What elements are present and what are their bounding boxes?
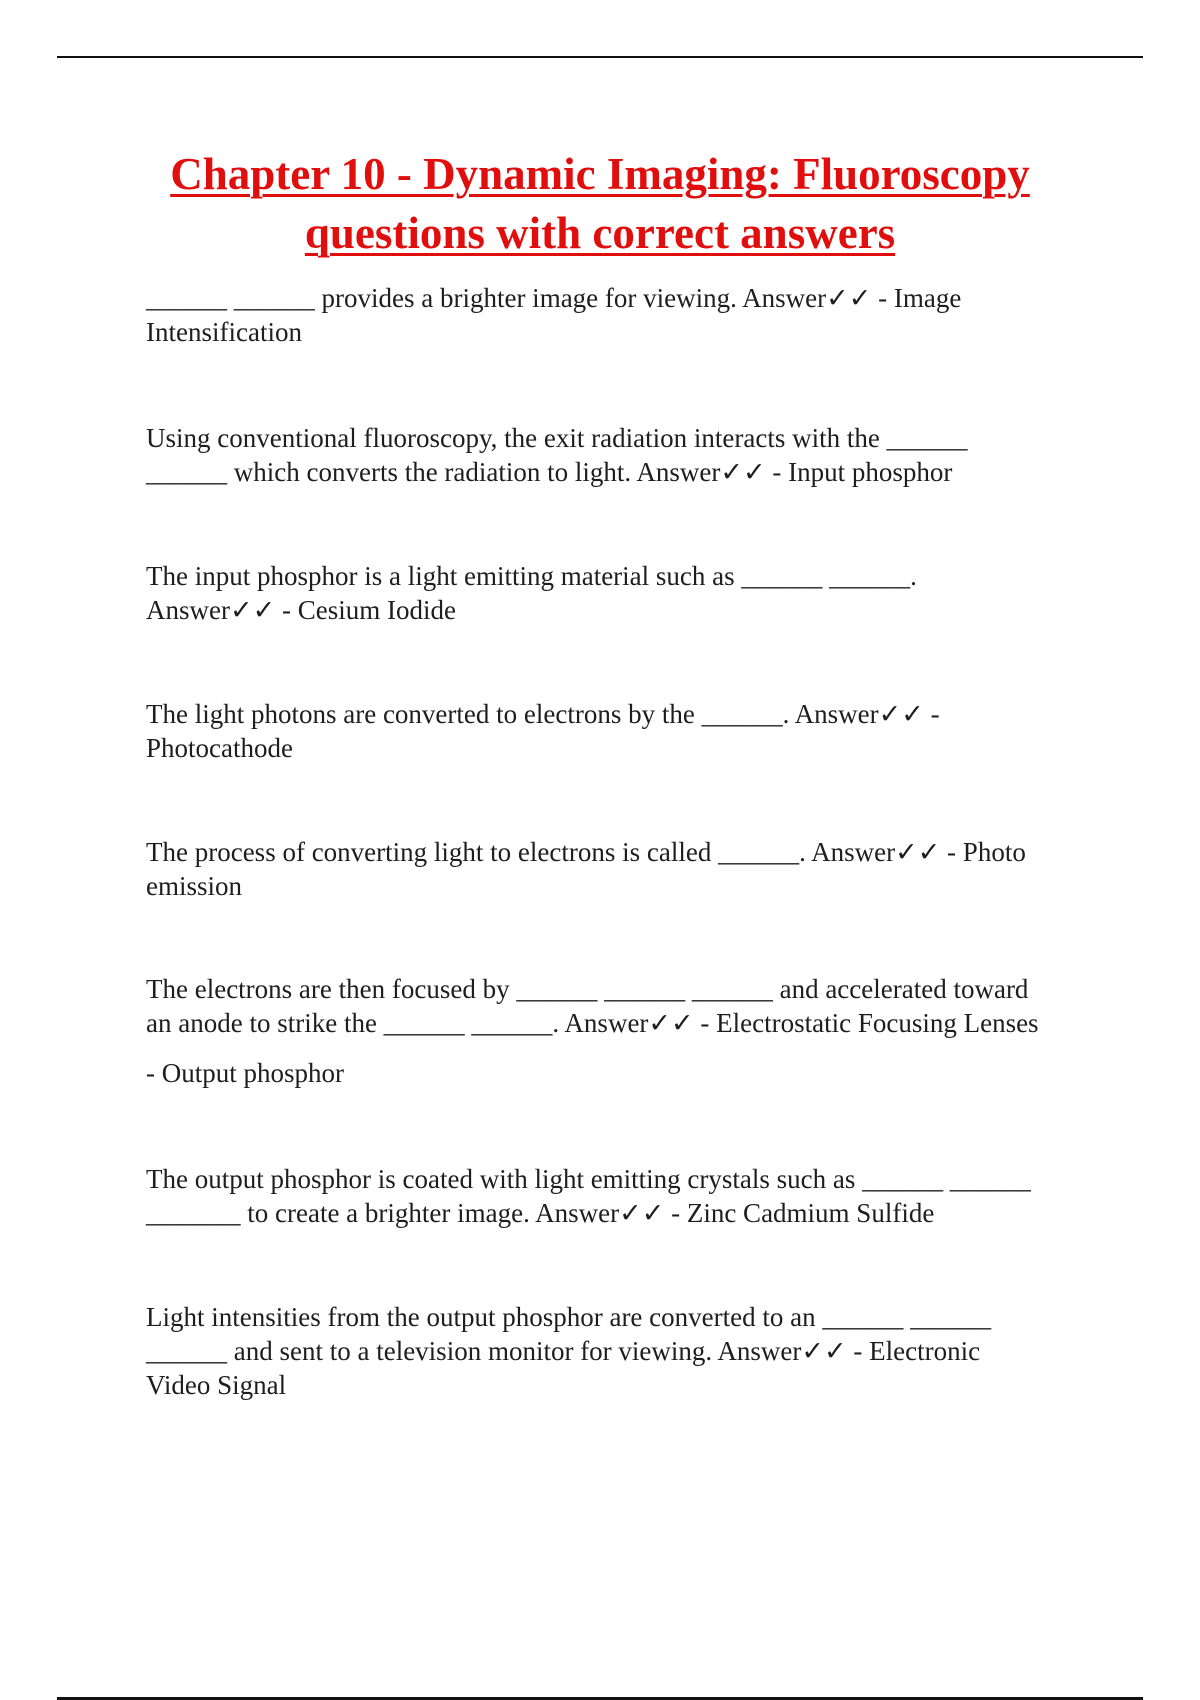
qa-item-7-line-1: The output phosphor is coated with light emitting crystals such as ______ ______ [146,1164,1031,1194]
qa-item-7-line-2: _______ to create a brighter image. Answer✓✓ - Zinc Cadmium Sulfide [146,1198,935,1228]
qa-item-6-line-1: The electrons are then focused by ______ ______ ______ and accelerated toward [146,974,1029,1004]
qa-item-7 [146,1162,1096,1230]
qa-item-5-line-2: emission [146,871,243,901]
document-title-line-2: questions with correct answers [304,208,896,258]
qa-item-4-line-2: Photocathode [146,733,293,763]
document-title-line-1: Chapter 10 - Dynamic Imaging: Fluoroscopy [170,149,1030,199]
qa-item-3 [146,559,1096,627]
qa-item-6-line-3: - Output phosphor [146,1058,344,1088]
qa-item-2 [146,421,1096,489]
qa-item-6-line-2: an anode to strike the ______ ______. Answer✓✓ - Electrostatic Focusing Lenses [146,1008,1039,1038]
qa-item-6 [146,972,1096,1090]
qa-item-4-line-1: The light photons are converted to electrons by the ______. Answer✓✓ - [146,699,940,729]
qa-item-5-line-1: The process of converting light to electrons is called ______. Answer✓✓ - Photo [146,837,1026,867]
qa-item-8 [146,1300,1096,1402]
qa-item-1-line-2: Intensification [146,317,302,347]
qa-item-8-line-1: Light intensities from the output phosphor are converted to an ______ ______ [146,1302,992,1332]
qa-item-3-line-2: Answer✓✓ - Cesium Iodide [146,595,456,625]
qa-item-8-line-2: ______ and sent to a television monitor for viewing. Answer✓✓ - Electronic [146,1336,981,1366]
qa-item-8-line-3: Video Signal [146,1370,287,1400]
qa-item-1-line-1: ______ ______ provides a brighter image for viewing. Answer✓✓ - Image [146,283,962,313]
qa-item-3-line-1: The input phosphor is a light emitting material such as ______ ______. [146,561,917,591]
qa-item-2-line-2: ______ which converts the radiation to light. Answer✓✓ - Input phosphor [146,457,953,487]
qa-item-1 [146,281,1096,349]
qa-item-2-line-1: Using conventional fluoroscopy, the exit radiation interacts with the ______ [146,423,968,453]
qa-item-4 [146,697,1096,765]
qa-item-5 [146,835,1096,903]
